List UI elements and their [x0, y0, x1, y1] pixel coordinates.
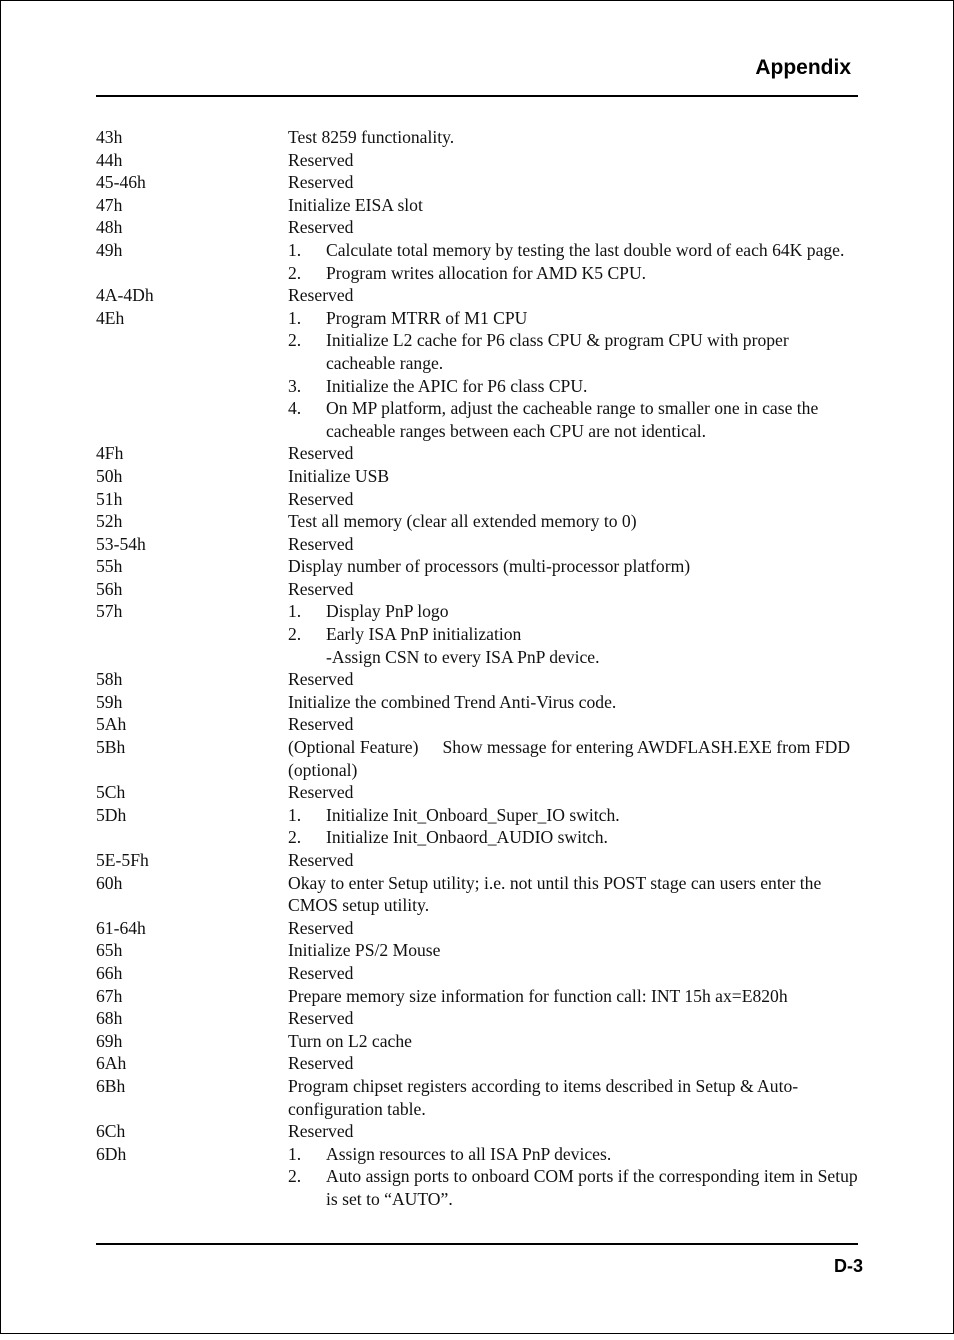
page-header-title: Appendix [755, 56, 851, 79]
list-item [288, 307, 860, 330]
table-row [96, 578, 860, 601]
table-row [96, 962, 860, 985]
post-description [288, 239, 860, 284]
post-code: 6Ah [96, 1053, 127, 1074]
list-text: Display PnP logo [326, 601, 449, 622]
table-row [96, 510, 860, 533]
post-code: 66h [96, 962, 123, 983]
list-number: 1. [288, 1143, 302, 1164]
post-description: Reserved [288, 917, 354, 938]
post-code: 61-64h [96, 917, 146, 938]
post-code: 68h [96, 1008, 123, 1029]
post-code: 43h [96, 127, 123, 147]
post-description: Initialize EISA slot [288, 194, 423, 215]
table-row [96, 668, 860, 691]
post-description: Reserved [288, 443, 354, 464]
post-code: 4A-4Dh [96, 285, 154, 306]
table-row [96, 917, 860, 940]
post-description: Program chipset registers according to items described in Setup & Auto-configuration table. [288, 1075, 799, 1119]
post-description: Reserved [288, 782, 354, 803]
table-row [96, 149, 860, 172]
post-description: Test all memory (clear all extended memory to 0) [288, 511, 637, 532]
post-code: 5Ch [96, 782, 126, 803]
list-number: 2. [288, 262, 302, 283]
post-code: 57h [96, 601, 123, 622]
list-item [288, 329, 860, 374]
list-item [288, 239, 860, 262]
table-row [96, 1052, 860, 1075]
list-text: Calculate total memory by testing the last double word of each 64K page. [326, 239, 845, 260]
table-row [96, 1143, 860, 1211]
list-text: Initialize Init_Onbaord_AUDIO switch. [326, 827, 608, 848]
post-description [288, 804, 860, 849]
post-code: 52h [96, 511, 123, 532]
list-number: 2. [288, 827, 302, 848]
post-description: Reserved [288, 217, 354, 238]
list-text: Initialize L2 cache for P6 class CPU & program CPU with proper cacheable range. [326, 330, 789, 373]
post-description: Reserved [288, 714, 354, 735]
description-part-a: (Optional Feature) [288, 737, 419, 758]
footer-rule [96, 1243, 858, 1245]
post-description: Turn on L2 cache [288, 1030, 412, 1051]
list-item [288, 623, 860, 646]
table-row [96, 1120, 860, 1143]
list-item [288, 600, 860, 623]
post-description: Display number of processors (multi-processor platform) [288, 556, 691, 577]
post-code: 59h [96, 691, 123, 712]
list-subnote: -Assign CSN to every ISA PnP device. [326, 646, 600, 667]
post-code: 45-46h [96, 172, 146, 193]
post-description: Reserved [288, 962, 354, 983]
page-number: D-3 [833, 1256, 863, 1276]
list-text: Early ISA PnP initialization [326, 624, 522, 645]
table-row [96, 691, 860, 714]
post-description: Reserved [288, 533, 354, 554]
post-description [288, 736, 860, 781]
post-code: 56h [96, 578, 123, 599]
list-number: 1. [288, 601, 302, 622]
table-row [96, 239, 860, 284]
list-text: Initialize Init_Onboard_Super_IO switch. [326, 804, 620, 825]
table-row [96, 284, 860, 307]
header-rule [96, 95, 858, 97]
post-description [288, 1143, 860, 1211]
post-description: Reserved [288, 285, 354, 306]
table-row [96, 600, 860, 668]
list-number: 2. [288, 624, 302, 645]
table-row [96, 736, 860, 781]
table-row [96, 307, 860, 443]
table-row [96, 216, 860, 239]
table-row [96, 1075, 860, 1120]
table-row [96, 465, 860, 488]
post-description: Test 8259 functionality. [288, 127, 455, 147]
table-row [96, 985, 860, 1008]
table-row [96, 1007, 860, 1030]
table-row [96, 939, 860, 962]
post-description: Reserved [288, 578, 354, 599]
table-row [96, 804, 860, 849]
post-description [288, 600, 860, 668]
table-row [96, 442, 860, 465]
table-row [96, 533, 860, 556]
post-code: 44h [96, 149, 123, 170]
post-description: Reserved [288, 669, 354, 690]
post-description: Initialize PS/2 Mouse [288, 940, 441, 961]
post-description: Reserved [288, 149, 354, 170]
list-number: 4. [288, 398, 302, 419]
post-code: 49h [96, 239, 123, 260]
table-row [96, 713, 860, 736]
post-code: 58h [96, 669, 123, 690]
post-description: Reserved [288, 488, 354, 509]
post-description: Initialize USB [288, 465, 390, 486]
table-row [96, 781, 860, 804]
post-description: Reserved [288, 1053, 354, 1074]
list-text: On MP platform, adjust the cacheable range to smaller one in case the cacheable ranges between each CPU are not identical. [326, 398, 819, 441]
post-description: Initialize the combined Trend Anti-Virus code. [288, 691, 617, 712]
post-description: Reserved [288, 172, 354, 193]
post-code: 55h [96, 556, 123, 577]
table-row [96, 194, 860, 217]
post-code: 67h [96, 985, 123, 1006]
post-description: Reserved [288, 1008, 354, 1029]
list-item [288, 397, 860, 442]
list-number: 2. [288, 1166, 302, 1187]
post-code: 6Bh [96, 1075, 126, 1096]
post-code: 65h [96, 940, 123, 961]
list-item [288, 826, 860, 849]
post-code: 51h [96, 488, 123, 509]
table-row [96, 872, 860, 917]
post-code: 47h [96, 194, 123, 215]
table-row [96, 1030, 860, 1053]
list-item [288, 804, 860, 827]
post-code: 5Dh [96, 804, 127, 825]
table-row [96, 555, 860, 578]
list-item [288, 1143, 860, 1166]
post-code: 5E-5Fh [96, 850, 149, 870]
post-code: 48h [96, 217, 123, 238]
list-text: Initialize the APIC for P6 class CPU. [326, 375, 588, 396]
list-number: 1. [288, 239, 302, 260]
list-number: 2. [288, 330, 302, 351]
table-row [96, 126, 860, 149]
post-description: Okay to enter Setup utility; i.e. not until this POST stage can users enter the CMOS setup utility. [288, 872, 822, 916]
list-text: Program writes allocation for AMD K5 CPU. [326, 262, 647, 283]
post-code: 6Dh [96, 1143, 127, 1164]
post-description [288, 307, 860, 443]
post-description: Prepare memory size information for function call: INT 15h ax=E820h [288, 985, 788, 1006]
list-text: Program MTRR of M1 CPU [326, 307, 528, 328]
list-item [288, 375, 860, 398]
post-code: 5Ah [96, 714, 127, 735]
post-code: 50h [96, 465, 123, 486]
post-description: Reserved [288, 850, 354, 870]
table-row [96, 849, 860, 872]
post-code: 60h [96, 872, 123, 893]
post-code: 5Bh [96, 737, 126, 758]
post-code: 4Eh [96, 307, 125, 328]
list-item [288, 262, 860, 285]
table-row [96, 488, 860, 511]
table-row [96, 171, 860, 194]
post-code: 53-54h [96, 533, 146, 554]
post-code: 4Fh [96, 443, 124, 464]
post-code: 6Ch [96, 1121, 126, 1142]
post-description: Reserved [288, 1121, 354, 1142]
list-text: Assign resources to all ISA PnP devices. [326, 1143, 612, 1164]
list-number: 3. [288, 375, 302, 396]
list-text: Auto assign ports to onboard COM ports if the corresponding item in Setup is set to “AUTO”. [326, 1166, 858, 1209]
list-number: 1. [288, 804, 302, 825]
post-code: 69h [96, 1030, 123, 1051]
list-number: 1. [288, 307, 302, 328]
description-part-b: Show message for entering AWDFLASH.EXE from FDD (optional) [288, 737, 851, 780]
list-item [288, 1165, 860, 1210]
post-code-table [96, 126, 860, 1211]
